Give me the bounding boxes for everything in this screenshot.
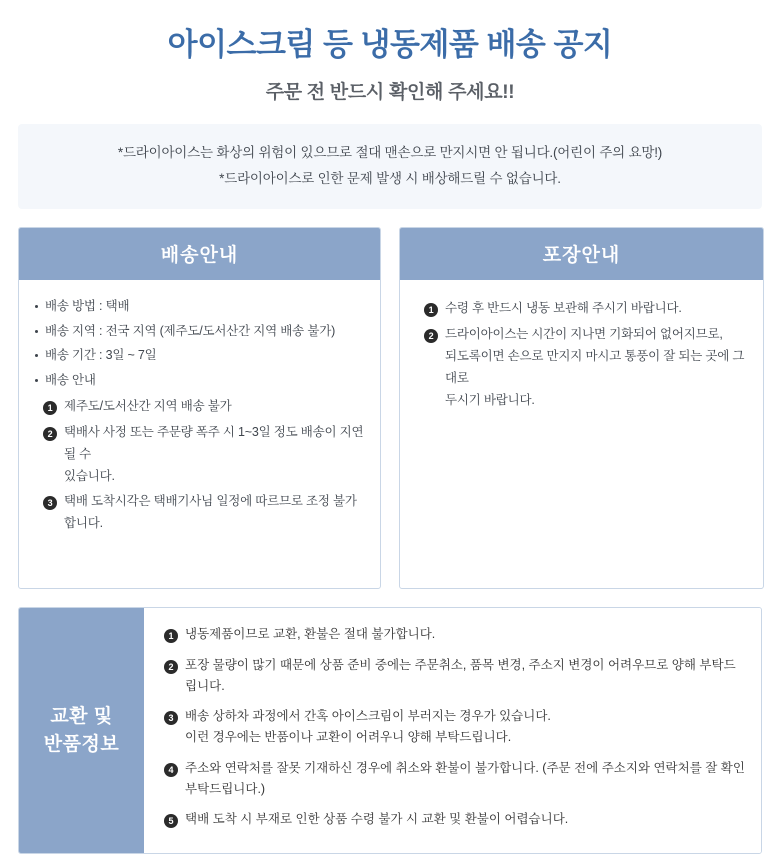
list-item-line: 되도록이면 손으로 만지지 마시고 통풍이 잘 되는 곳에 그대로 bbox=[445, 349, 745, 386]
warning-notice-line: *드라이아이스로 인한 문제 발생 시 배상해드릴 수 없습니다. bbox=[219, 170, 561, 186]
number-badge: 1 bbox=[164, 629, 178, 643]
list-item-line: 두시기 바랍니다. bbox=[445, 392, 535, 407]
list-item: 배송 안내 bbox=[35, 368, 366, 392]
list-item bbox=[424, 298, 749, 320]
list-item-line: 택배 도착시각은 택배기사님 일정에 따르므로 조정 불가합니다. bbox=[64, 494, 357, 531]
list-item-line: 택배 도착 시 부재로 인한 상품 수령 불가 시 교환 및 환불이 어렵습니다. bbox=[185, 812, 569, 827]
exchange-return-panel bbox=[18, 607, 762, 854]
list-item-line: 주소와 연락처를 잘못 기재하신 경우에 취소와 환불이 불가합니다. (주문 전에 주소지와 연락처를 잘 확인 부탁드립니다.) bbox=[185, 760, 745, 796]
packaging-panel-body bbox=[400, 280, 763, 588]
list-item-text bbox=[185, 624, 745, 645]
exchange-return-title-line1: 교환 및 bbox=[50, 706, 113, 728]
list-item bbox=[164, 758, 745, 801]
list-item bbox=[424, 324, 749, 412]
info-panel-row bbox=[18, 227, 762, 589]
page-subtitle: 주문 전 반드시 확인해 주세요!! bbox=[265, 82, 515, 104]
list-item: 배송 지역 : 전국 지역 (제주도/도서산간 지역 배송 불가) bbox=[35, 319, 366, 343]
list-item bbox=[164, 655, 745, 698]
list-item bbox=[43, 491, 366, 535]
shipping-numbered-list bbox=[35, 396, 366, 535]
list-item: 배송 방법 : 택배 bbox=[35, 294, 366, 318]
shipping-panel bbox=[18, 227, 381, 589]
number-badge: 4 bbox=[164, 763, 178, 777]
list-item-line: 포장 물량이 많기 때문에 상품 준비 중에는 주문취소, 품목 변경, 주소지 변경이 어려우므로 양해 부탁드립니다. bbox=[185, 657, 736, 693]
list-item bbox=[43, 422, 366, 488]
list-item-line: 배송 상하차 과정에서 간혹 아이스크림이 부러지는 경우가 있습니다. bbox=[185, 709, 551, 724]
list-item-line: 이런 경우에는 반품이나 교환이 어려우니 양해 부탁드립니다. bbox=[185, 730, 512, 745]
number-badge: 5 bbox=[164, 814, 178, 828]
exchange-return-body bbox=[144, 608, 761, 853]
list-item-text bbox=[445, 324, 749, 412]
list-item-text bbox=[445, 298, 749, 320]
list-item-line: 수령 후 반드시 냉동 보관해 주시기 바랍니다. bbox=[445, 301, 682, 316]
list-item-text bbox=[185, 706, 745, 749]
list-item bbox=[43, 396, 366, 418]
number-badge: 3 bbox=[43, 496, 57, 510]
exchange-return-title-line2: 반품정보 bbox=[43, 733, 120, 755]
list-item-line: 제주도/도서산간 지역 배송 불가 bbox=[64, 398, 232, 413]
list-item-text bbox=[185, 809, 745, 830]
list-item-text bbox=[185, 758, 745, 801]
number-badge: 1 bbox=[424, 303, 438, 317]
list-item-text bbox=[64, 491, 366, 535]
packaging-panel-title: 포장안내 bbox=[400, 228, 763, 280]
list-item-line: 냉동제품이므로 교환, 환불은 절대 불가합니다. bbox=[185, 627, 436, 642]
number-badge: 3 bbox=[164, 711, 178, 725]
number-badge: 2 bbox=[43, 427, 57, 441]
warning-notice-box bbox=[18, 124, 762, 209]
list-item-line: 택배사 사정 또는 주문량 폭주 시 1~3일 정도 배송이 지연될 수 bbox=[64, 424, 364, 461]
exchange-return-title bbox=[19, 608, 144, 853]
shipping-panel-title: 배송안내 bbox=[19, 228, 380, 280]
page-title: 아이스크림 등 냉동제품 배송 공지 bbox=[167, 27, 613, 62]
list-item bbox=[164, 809, 745, 830]
packaging-panel bbox=[399, 227, 764, 589]
list-item-text bbox=[64, 396, 366, 418]
list-item bbox=[164, 706, 745, 749]
list-item-text bbox=[64, 422, 366, 488]
list-item-line: 드라이아이스는 시간이 지나면 기화되어 없어지므로, bbox=[445, 327, 723, 342]
page-header bbox=[18, 0, 762, 104]
number-badge: 1 bbox=[43, 401, 57, 415]
list-item-text bbox=[185, 655, 745, 698]
list-item bbox=[164, 624, 745, 645]
list-item-line: 있습니다. bbox=[64, 468, 115, 483]
shipping-panel-body bbox=[19, 280, 380, 588]
list-item: 배송 기간 : 3일 ~ 7일 bbox=[35, 343, 366, 367]
warning-notice-line: *드라이아이스는 화상의 위험이 있으므로 절대 맨손으로 만지시면 안 됩니다.(어린이 주의 요망!) bbox=[117, 145, 663, 161]
number-badge: 2 bbox=[164, 660, 178, 674]
packaging-numbered-list bbox=[416, 298, 749, 411]
number-badge: 2 bbox=[424, 329, 438, 343]
